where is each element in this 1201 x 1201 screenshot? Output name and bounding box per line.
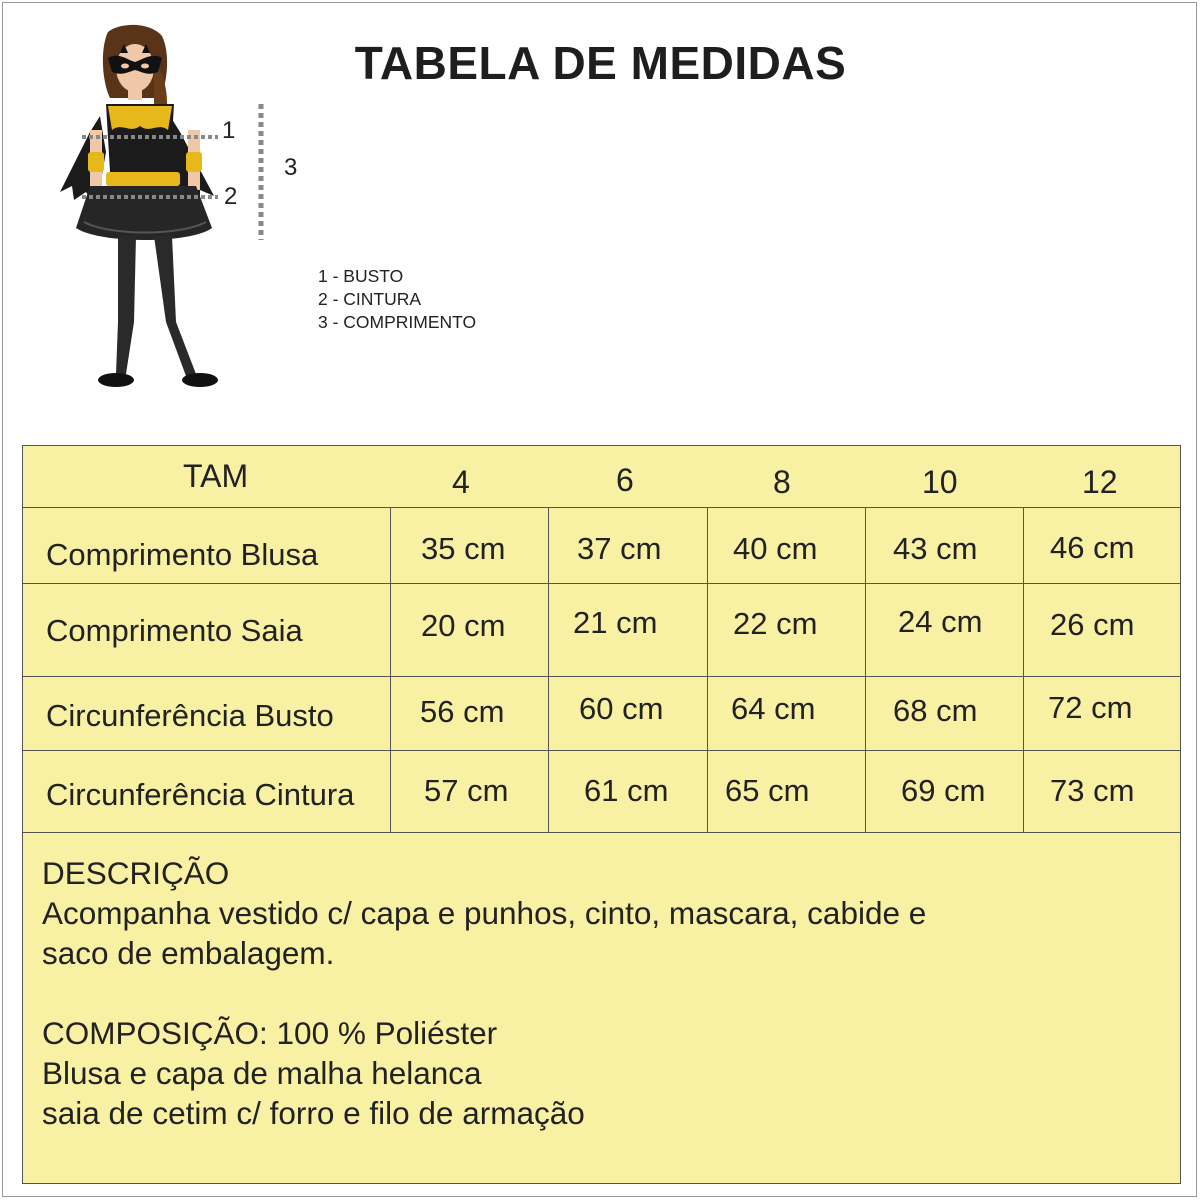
- table-cell: 69 cm: [901, 773, 986, 808]
- table-cell: 60 cm: [579, 691, 664, 726]
- header-size-label: TAM: [183, 458, 249, 494]
- row-label-circunferencia-cintura: Circunferência Cintura: [46, 777, 355, 812]
- header-size-10: 10: [922, 464, 958, 500]
- table-cell: 56 cm: [420, 694, 505, 729]
- table-cell: 57 cm: [424, 773, 509, 808]
- table-cell: 37 cm: [577, 531, 662, 566]
- measurement-markers: [0, 0, 320, 400]
- table-cell: 35 cm: [421, 531, 506, 566]
- header-size-12: 12: [1082, 464, 1118, 500]
- table-divider: [23, 507, 1180, 508]
- description-heading: DESCRIÇÃO: [42, 855, 230, 891]
- table-divider: [23, 583, 1180, 584]
- marker-3: 3: [284, 154, 298, 181]
- page-title: TABELA DE MEDIDAS: [354, 37, 847, 89]
- row-label-circunferencia-busto: Circunferência Busto: [46, 698, 334, 733]
- table-cell: 65 cm: [725, 773, 810, 808]
- table-cell: 21 cm: [573, 605, 658, 640]
- table-cell: 40 cm: [733, 531, 818, 566]
- table-divider: [23, 750, 1180, 751]
- description-line-1: Acompanha vestido c/ capa e punhos, cinto, mascara, cabide e: [42, 895, 927, 931]
- marker-1: 1: [222, 117, 236, 144]
- measurement-legend: [318, 265, 476, 334]
- table-cell: 43 cm: [893, 531, 978, 566]
- table-divider: [1023, 507, 1024, 832]
- table-divider: [390, 507, 391, 832]
- marker-2: 2: [224, 183, 238, 210]
- header-size-4: 4: [452, 464, 470, 500]
- table-divider: [865, 507, 866, 832]
- table-cell: 46 cm: [1050, 530, 1135, 565]
- table-cell: 20 cm: [421, 608, 506, 643]
- header-size-6: 6: [616, 462, 634, 498]
- table-cell: 24 cm: [898, 604, 983, 639]
- composition-heading: COMPOSIÇÃO: 100 % Poliéster: [42, 1015, 498, 1051]
- table-divider: [23, 676, 1180, 677]
- table-divider: [23, 832, 1180, 833]
- legend-item-length: 3 - COMPRIMENTO: [318, 312, 477, 332]
- legend-item-bust: 1 - BUSTO: [318, 266, 404, 286]
- table-divider: [707, 507, 708, 832]
- table-cell: 73 cm: [1050, 773, 1135, 808]
- legend-item-waist: 2 - CINTURA: [318, 289, 422, 309]
- table-cell: 64 cm: [731, 691, 816, 726]
- composition-line-1: Blusa e capa de malha helanca: [42, 1055, 482, 1091]
- row-label-comprimento-blusa: Comprimento Blusa: [46, 537, 319, 572]
- table-cell: 72 cm: [1048, 690, 1133, 725]
- table-divider: [548, 507, 549, 832]
- description-line-2: saco de embalagem.: [42, 935, 335, 971]
- row-label-comprimento-saia: Comprimento Saia: [46, 613, 303, 648]
- table-cell: 26 cm: [1050, 607, 1135, 642]
- table-cell: 22 cm: [733, 606, 818, 641]
- header-size-8: 8: [773, 464, 791, 500]
- composition-line-2: saia de cetim c/ forro e filo de armação: [42, 1095, 585, 1131]
- table-cell: 68 cm: [893, 693, 978, 728]
- table-cell: 61 cm: [584, 773, 669, 808]
